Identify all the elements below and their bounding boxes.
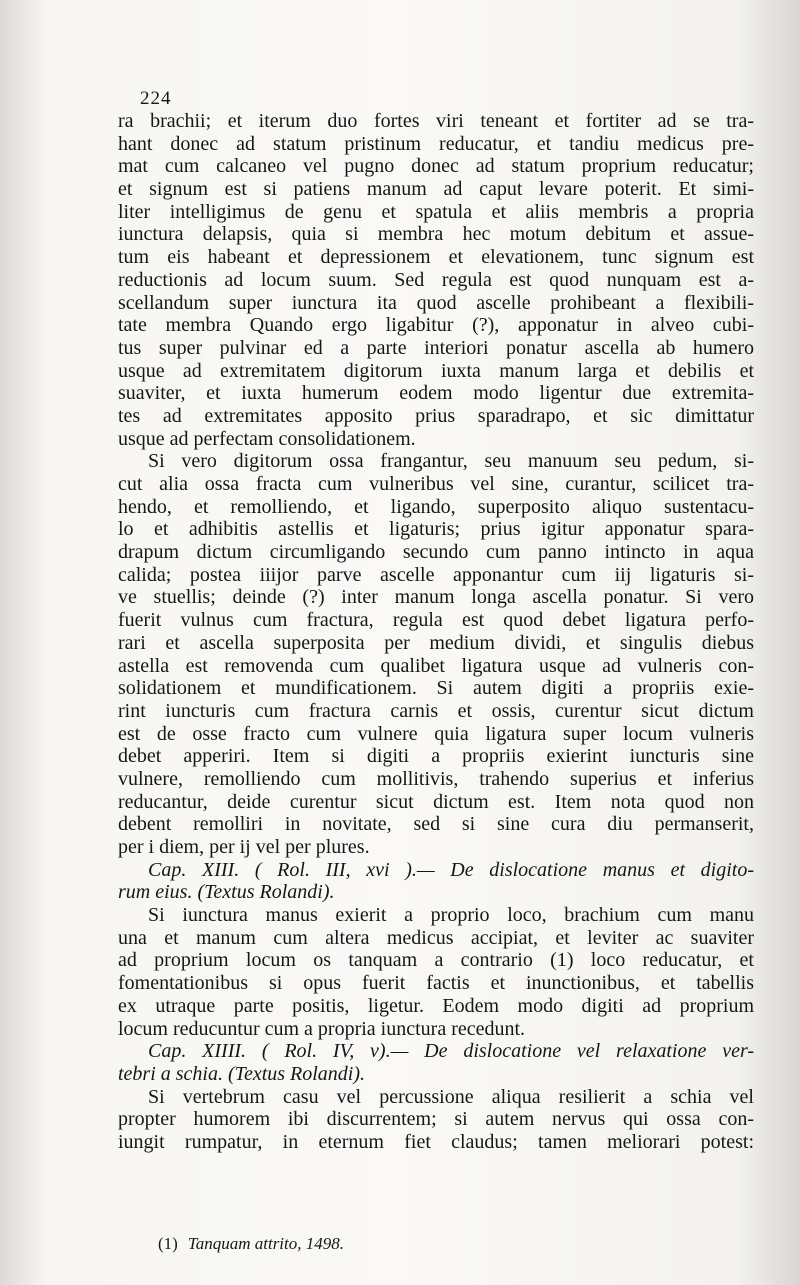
text-line: drapum dictum circumligando secundo cum panno intincto in aqua <box>118 541 754 564</box>
text-line: solidationem et mundificationem. Si autem digiti a propriis exie- <box>118 677 754 700</box>
body-text <box>118 110 754 1154</box>
text-line: propter humorem ibi discurrentem; si autem nervus qui ossa con- <box>118 1108 754 1131</box>
text-line: ve stuellis; deinde (?) inter manum longa ascella ponatur. Si vero <box>118 586 754 609</box>
text-line: ex utraque parte positis, ligetur. Eodem modo digiti ad proprium <box>118 994 754 1017</box>
text-line: tebri a schia. (Textus Rolandi). <box>118 1062 366 1085</box>
text-line: reducantur, deide curentur sicut dictum est. Item nota quod non <box>118 790 754 813</box>
text-line: Cap. XIIII. ( Rol. IV, v).— De dislocatione vel relaxatione ver- <box>148 1040 754 1063</box>
text-line: Si vero digitorum ossa frangantur, seu manuum seu pedum, si- <box>148 450 754 473</box>
text-line: per i diem, per ij vel per plures. <box>118 836 370 858</box>
text-line: calida; postea iiijor parve ascelle apponantur cum iij ligaturis si- <box>118 563 754 586</box>
text-line: rum eius. (Textus Rolandi). <box>118 881 335 904</box>
text-line: usque ad perfectam consolidationem. <box>118 427 416 450</box>
text-line: tes ad extremitates apposito prius sparadrapo, et sic dimittatur <box>118 404 754 427</box>
text-line: et signum est si patiens manum ad caput levare poterit. Et simi- <box>118 178 754 201</box>
text-line: fomentationibus si opus fuerit factis et inunctionibus, et tabellis <box>118 972 754 995</box>
text-line: Si iunctura manus exierit a proprio loco, brachium cum manu <box>148 904 754 927</box>
text-line: iungit rumpatur, in eternum fiet claudus; tamen meliorari potest: <box>118 1130 754 1153</box>
text-line: lo et adhibitis astellis et ligaturis; prius igitur apponatur spara- <box>118 518 754 541</box>
text-line: locum reducuntur cum a propria iunctura recedunt. <box>118 1017 526 1040</box>
text-line: scellandum super iunctura ita quod ascelle prohibeant a flexibili- <box>118 291 754 314</box>
footnote <box>158 1234 344 1254</box>
page-number: 224 <box>140 88 172 109</box>
text-line: debet apperiri. Item si digiti a propriis exierint iuncturis sine <box>118 745 754 768</box>
text-line: rari et ascella superposita per medium dividi, et singulis diebus <box>118 631 754 654</box>
footnote-mark: (1) <box>158 1234 178 1253</box>
text-line: est de osse fracto cum vulnere quia ligatura super locum vulneris <box>118 722 754 745</box>
text-line: tus super pulvinar ed a parte interiori ponatur ascella ab humero <box>118 336 754 359</box>
text-line: rint iuncturis cum fractura carnis et ossis, curentur sicut dictum <box>118 699 754 722</box>
text-line: suaviter, et iuxta humerum eodem modo ligentur due extremita- <box>118 382 754 405</box>
text-line: cut alia ossa fracta cum vulneribus vel sine, curantur, scilicet tra- <box>118 473 754 495</box>
text-line: reductionis ad locum suum. Sed regula est quod nunquam est a- <box>118 268 754 291</box>
text-line: ad proprium locum os tanquam a contrario (1) loco reducatur, et <box>118 949 754 972</box>
text-line: Si vertebrum casu vel percussione aliqua resilierit a schia vel <box>148 1085 754 1108</box>
text-line: una et manum cum altera medicus accipiat, et leviter ac suaviter <box>118 926 754 949</box>
text-line: debent remolliri in novitate, sed si sine cura diu permanserit, <box>118 813 754 836</box>
text-line: Cap. XIII. ( Rol. III, xvi ).— De dislocatione manus et digito- <box>148 858 754 881</box>
text-line: hant donec ad statum pristinum reducatur, et tandiu medicus pre- <box>118 132 754 155</box>
text-line: tate membra Quando ergo ligabitur (?), apponatur in alveo cubi- <box>118 314 754 337</box>
text-line: tum eis habeant et depressionem et elevationem, tunc signum est <box>118 246 754 269</box>
text-line: astella est removenda cum qualibet ligatura usque ad vulneris con- <box>118 654 754 677</box>
text-line: mat cum calcaneo vel pugno donec ad statum proprium reducatur; <box>118 155 754 178</box>
text-line: ra brachii; et iterum duo fortes viri teneant et fortiter ad se tra- <box>118 110 754 132</box>
text-line: vulnere, remolliendo cum mollitivis, trahendo superius et inferius <box>118 767 754 790</box>
text-line: hendo, et remolliendo, et ligando, superposito aliquo sustentacu- <box>118 495 754 518</box>
footnote-text: Tanquam attrito, 1498. <box>187 1234 345 1253</box>
text-line: iunctura delapsis, quia si membra hec motum debitum et assue- <box>118 223 754 246</box>
text-line: usque ad extremitatem digitorum iuxta manum larga et debilis et <box>118 359 754 382</box>
text-line: fuerit vulnus cum fractura, regula est quod debet ligatura perfo- <box>118 609 754 632</box>
text-line: liter intelligimus de genu et spatula et aliis membris a propria <box>118 200 754 223</box>
